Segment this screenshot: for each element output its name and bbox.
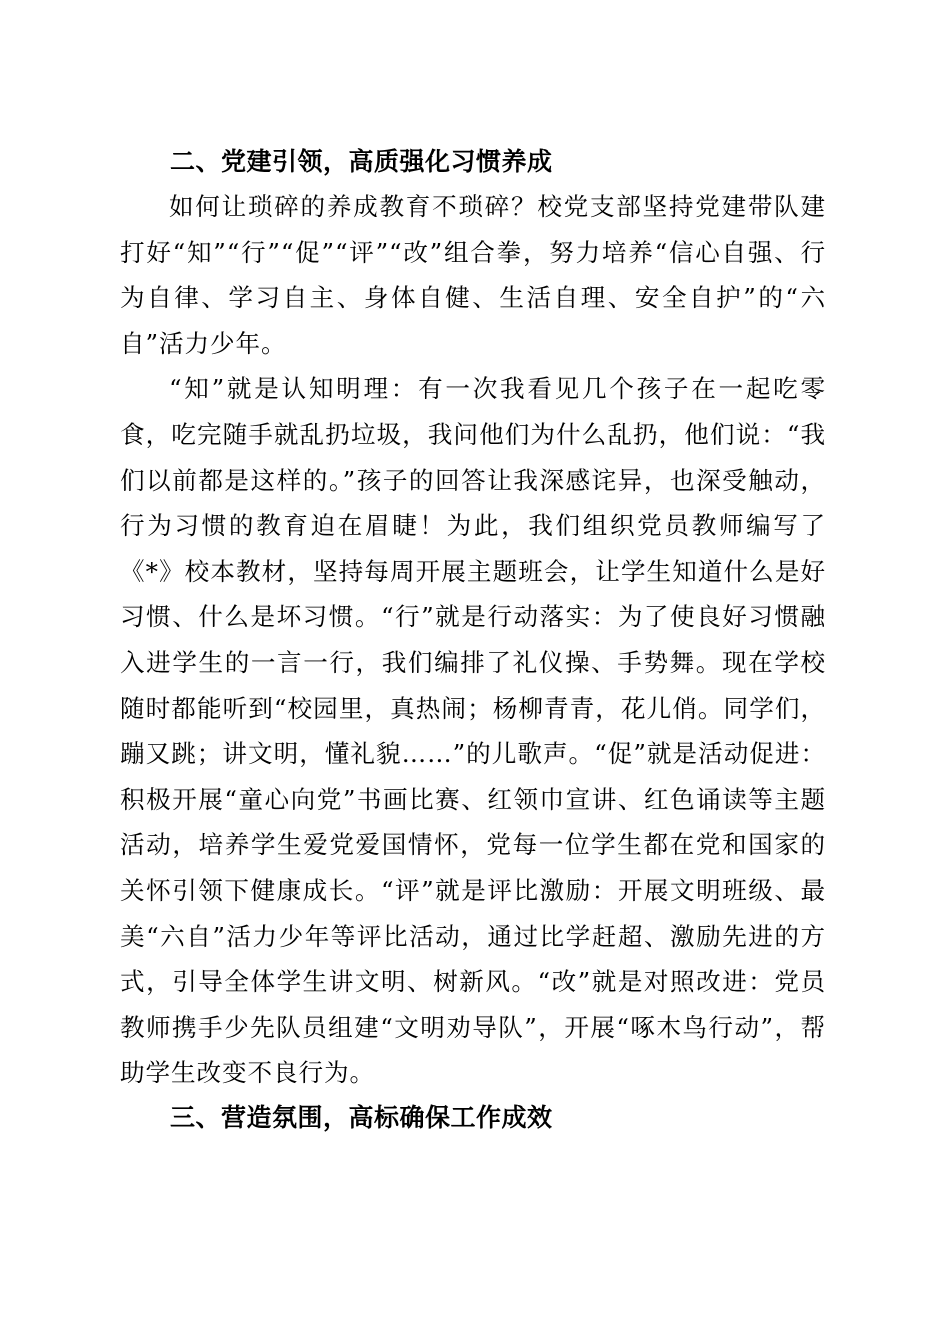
- paragraph-five-steps: “知”就是认知明理：有一次我看见几个孩子在一起吃零食，吃完随手就乱扔垃圾，我问他们为什么乱扔，他们说：“我们以前都是这样的。”孩子的回答让我深感诧异，也深受触动，行为习惯的教育迫在眉睫！为此，我们组织党员教师编写了《*》校本教材，坚持每周开展主题班会，让学生知道什么是好习惯、什么是坏习惯。“行”就是行动落实：为了使良好习惯融入进学生的一言一行，我们编排了礼仪操、手势舞。现在学校随时都能听到“校园里，真热闹；杨柳青青，花儿俏。同学们，蹦又跳；讲文明，懂礼貌……”的儿歌声。“促”就是活动促进：积极开展“童心向党”书画比赛、红领巾宣讲、红色诵读等主题活动，培养学生爱党爱国情怀，党每一位学生都在党和国家的关怀引领下健康成长。“评”就是评比激励：开展文明班级、最美“六自”活力少年等评比活动，通过比学赶超、激励先进的方式，引导全体学生讲文明、树新风。“改”就是对照改进：党员教师携手少先队员组建“文明劝导队”，开展“啄木鸟行动”，帮助学生改变不良行为。: [120, 374, 826, 1088]
- section-heading-2: 二、党建引领，高质强化习惯养成: [170, 147, 553, 176]
- paragraph-intro: 如何让琐碎的养成教育不琐碎？校党支部坚持党建带队建打好“知”“行”“促”“评”“改”组合拳，努力培养“信心自强、行为自律、学习自主、身体自健、生活自理、安全自护”的“六自”活力少年。: [120, 192, 826, 358]
- section-heading-3: 三、营造氛围，高标确保工作成效: [170, 1102, 553, 1132]
- document-body: [120, 140, 826, 1140]
